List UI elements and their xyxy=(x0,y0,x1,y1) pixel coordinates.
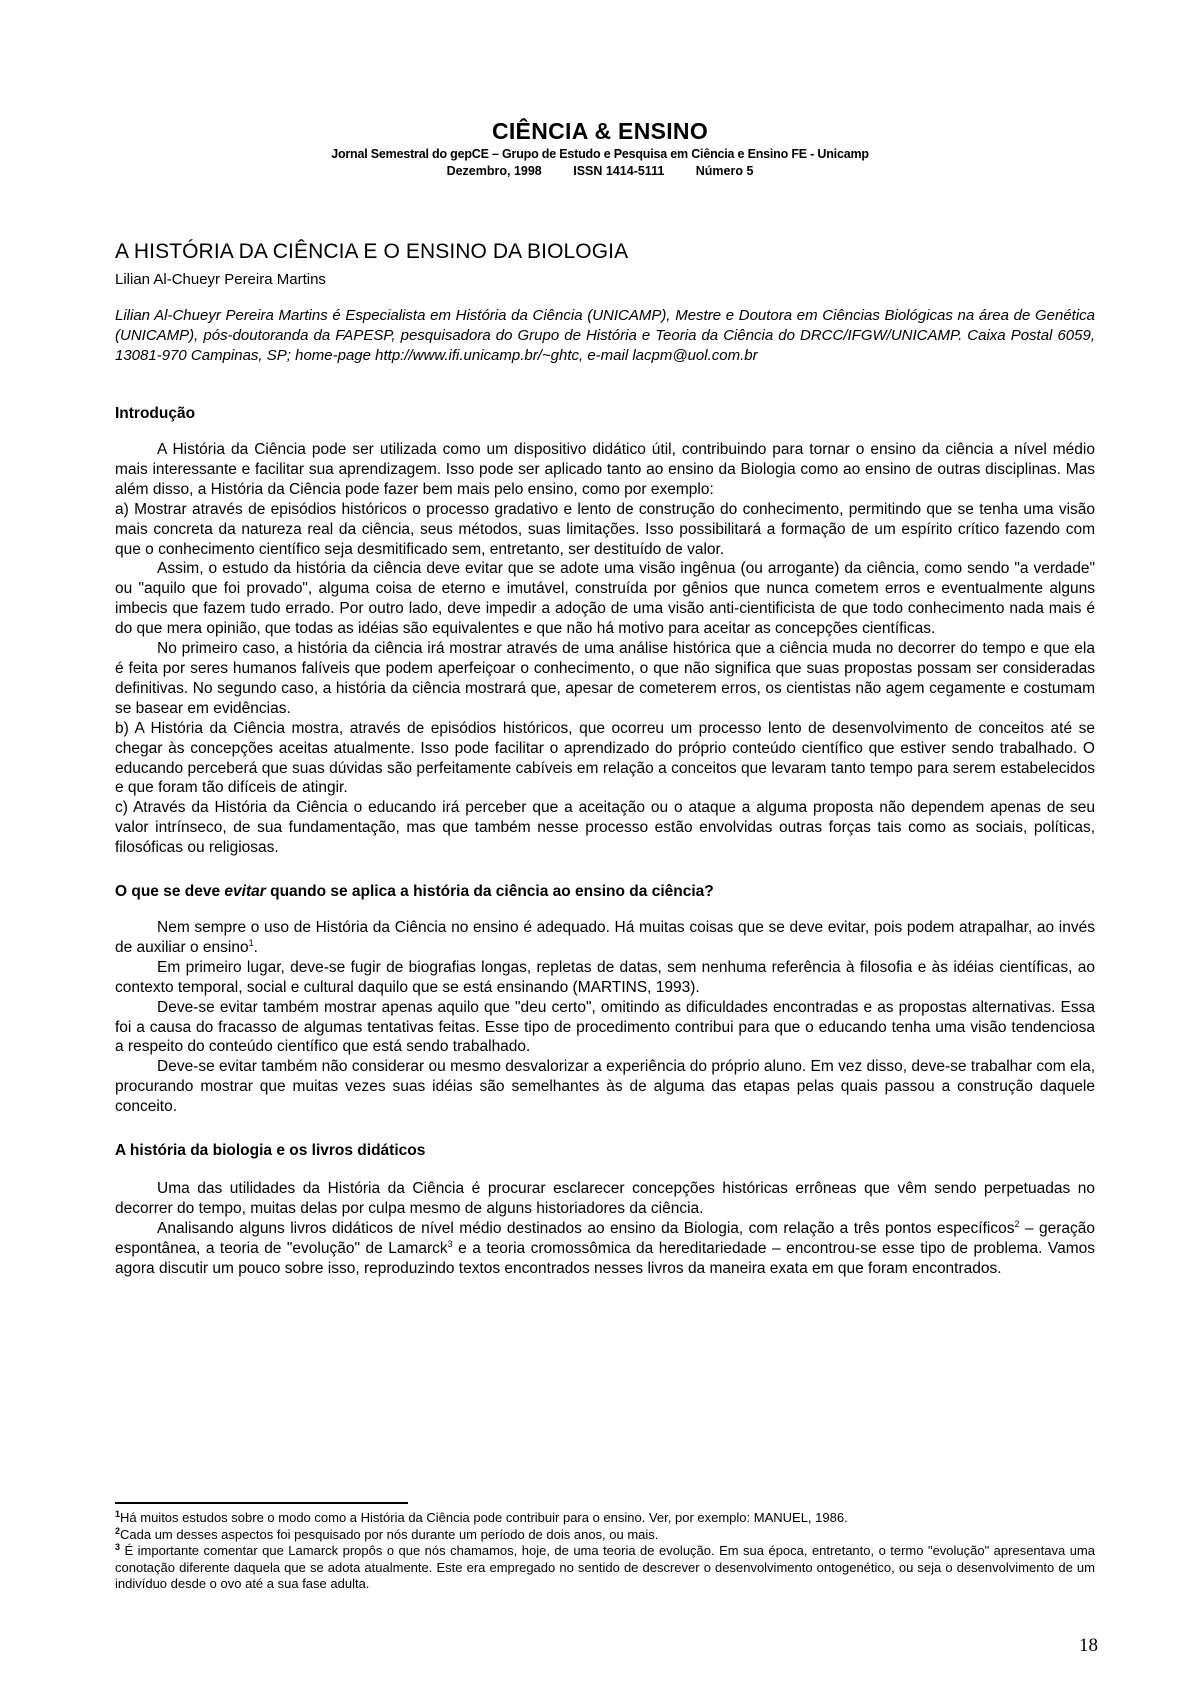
heading-text: quando se aplica a história da ciência ao ensino da ciência? xyxy=(265,883,714,901)
footnote-divider xyxy=(115,1502,408,1504)
paragraph xyxy=(115,1219,1095,1279)
paragraph: c) Através da História da Ciência o educando irá perceber que a aceitação ou o ataque a alguma proposta não dependem apenas de seu valor intrínseco, de sua fundamentação, mas que também nesse processo estão envolvidas outras forças tais como as sociais, políticas, filosóficas ou religiosas. xyxy=(115,799,1095,857)
paragraph: No primeiro caso, a história da ciência irá mostrar através de uma análise histórica que a ciência muda no decorrer do tempo e que ela é feita por seres humanos falíveis que podem aperfeiçoar o conhecimento, o que não significa que suas propostas possam ser consideradas definitivas. No segundo caso, a história da ciência mostrará que, apesar de cometerem erros, os cientistas não agem cegamente e costumam se basear em evidências. xyxy=(115,640,1095,717)
paragraph: A História da Ciência pode ser utilizada como um dispositivo didático útil, contribuindo para tornar o ensino da ciência a nível médio mais interessante e facilitar sua aprendizagem. Isso pode ser aplicado tanto ao ensino da Biologia como ao ensino de outras disciplinas. Mas além disso, a História da Ciência pode fazer bem mais pelo ensino, como por exemplo: xyxy=(115,441,1095,498)
footnote-ref-2[interactable]: 2 xyxy=(1014,1218,1020,1229)
paragraph: Deve-se evitar também não considerar ou mesmo desvalorizar a experiência do próprio aluno. Em vez disso, deve-se trabalhar com ela, procurando mostrar que muitas vezes suas idéias são semelhantes às de alguma das etapas pelas quais passou a construção daquele conceito. xyxy=(115,1058,1095,1116)
journal-date: Dezembro, 1998 xyxy=(446,164,542,178)
article-body xyxy=(115,238,1095,1279)
paragraph: Em primeiro lugar, deve-se fugir de biografias longas, repletas de datas, sem nenhuma referência à filosofia e às idéias científicas, ao contexto temporal, social e cultural daquilo que se está ensinando (MARTINS, 1993). xyxy=(115,958,1095,996)
journal-issn: ISSN 1414-5111 xyxy=(573,164,665,178)
journal-meta xyxy=(0,163,1200,180)
footnote-mark: 1 xyxy=(115,1509,121,1519)
heading-text: O que se deve xyxy=(115,883,225,901)
heading-emphasis: evitar xyxy=(224,883,266,901)
journal-number: Número 5 xyxy=(695,164,754,178)
paragraph: Uma das utilidades da História da Ciência é procurar esclarecer concepções históricas errôneas que vêm sendo perpetuadas no decorrer do tempo, muitas delas por culpa mesmo de alguns historiadores da ciência. xyxy=(115,1180,1095,1217)
journal-subtitle: Jornal Semestral do gepCE – Grupo de Estudo e Pesquisa em Ciência e Ensino FE - Unicamp xyxy=(331,147,869,161)
paragraph xyxy=(115,918,1095,958)
footnotes xyxy=(115,1510,1095,1593)
paragraph: a) Mostrar através de episódios históricos o processo gradativo e lento de construção do conhecimento, permitindo que se tenha uma visão mais concreta da natureza real da ciência, seus métodos, suas limitações. Isso possibilitará a formação de um espírito crítico fazendo com que o conhecimento científico seja desmitificado sem, entretanto, ser destituído de valor. xyxy=(115,500,1095,558)
paragraph-text: . xyxy=(253,938,258,956)
journal-header xyxy=(0,116,1200,180)
paragraph-text: Nem sempre o uso de História da Ciência no ensino é adequado. Há muitas coisas que se deve evitar, pois podem atrapalhar, ao invés de auxiliar o ensino xyxy=(115,919,1095,956)
author-name: Lilian Al-Chueyr Pereira Martins xyxy=(115,271,326,288)
paragraph-text: Analisando alguns livros didáticos de nível médio destinados ao ensino da Biologia, com relação a três pontos específicos xyxy=(157,1219,1015,1237)
footnote xyxy=(115,1510,1095,1527)
footnote xyxy=(115,1527,1095,1544)
section-heading-avoid xyxy=(115,882,1095,902)
paragraph: Assim, o estudo da história da ciência deve evitar que se adote uma visão ingênua (ou arrogante) da ciência, como sendo "a verdade" ou "aquilo que foi provado", alguma coisa de eterno e imutável, construída por gênios que nunca cometem erros e eventualmente alguns imbecis que fazem tudo errado. Por outro lado, deve impedir a adoção de uma visão anti-cientificista de que todo conhecimento nada mais é do que mera opinião, que todas as idéias são equivalentes e que não há motivo para aceitar as concepções científicas. xyxy=(115,560,1095,638)
footnote-text: É importante comentar que Lamarck propôs o que nós chamamos, hoje, de uma teoria de evolução. Em sua época, entretanto, o termo "evolução" apresentava uma conotação diferente daquela que se adota atualmente. Este era empregado no sentido de descrever o desenvolvimento ontogenético, ou seja o desenvolvimento de um indivíduo desde o ovo até a sua fase adulta. xyxy=(115,1543,1095,1592)
article-title: A HISTÓRIA DA CIÊNCIA E O ENSINO DA BIOLOGIA xyxy=(115,240,629,263)
paragraph-text: e a teoria cromossômica da hereditariedade – encontrou-se esse tipo de problema. Vamos agora discutir um pouco sobre isso, reproduzindo textos encontrados nesses livros da maneira exata em que foram encontrados. xyxy=(115,1239,1095,1277)
paragraph: Deve-se evitar também mostrar apenas aquilo que "deu certo", omitindo as dificuldades encontradas e as propostas alternativas. Essa foi a causa do fracasso de algumas tentativas feitas. Esse tipo de procedimento contribui para que o educando tenha uma visão tendenciosa a respeito do conteúdo científico que está sendo trabalhado. xyxy=(115,998,1095,1056)
section-heading-books: A história da biologia e os livros didáticos xyxy=(115,1142,426,1160)
journal-title: CIÊNCIA & ENSINO xyxy=(491,118,709,144)
page-number: 18 xyxy=(1079,1635,1098,1656)
author-affiliation: Lilian Al-Chueyr Pereira Martins é Especialista em História da Ciência (UNICAMP), Mestre e Doutora em Ciências Biológicas na área de Genética (UNICAMP), pós-doutoranda da FAPESP, pesquisadora do Grupo de História e Teoria da Ciência do DRCC/IFGW/UNICAMP. Caixa Postal 6059, 13081-970 Campinas, SP; home-page http://www.ifi.unicamp.br/~ghtc, e-mail lacpm@uol.com.br xyxy=(115,307,1095,364)
footnote-text: Há muitos estudos sobre o modo como a História da Ciência pode contribuir para o ensino. Ver, por exemplo: MANUEL, 1986. xyxy=(120,1510,848,1525)
footnote-ref-1[interactable]: 1 xyxy=(248,937,254,948)
paragraph: b) A História da Ciência mostra, através de episódios históricos, que ocorreu um processo lento de desenvolvimento de conceitos até se chegar às concepções aceitas atualmente. Isso pode facilitar o aprendizado do próprio conteúdo científico que estiver sendo trabalhado. O educando perceberá que suas dúvidas são perfeitamente cabíveis em relação a conceitos que levaram tanto tempo para serem estabelecidos e que foram tão difíceis de atingir. xyxy=(115,719,1095,797)
footnote xyxy=(115,1543,1095,1593)
footnote-mark: 3 xyxy=(115,1542,121,1553)
section-heading-intro: Introdução xyxy=(115,405,196,422)
footnote-text: Cada um desses aspectos foi pesquisado por nós durante um período de dois anos, ou mais. xyxy=(120,1526,659,1542)
footnote-mark: 2 xyxy=(115,1525,121,1536)
paragraph-text: – geração espontânea, a teoria de "evolução" de Lamarck xyxy=(115,1219,1095,1257)
footnote-ref-3[interactable]: 3 xyxy=(447,1238,453,1249)
